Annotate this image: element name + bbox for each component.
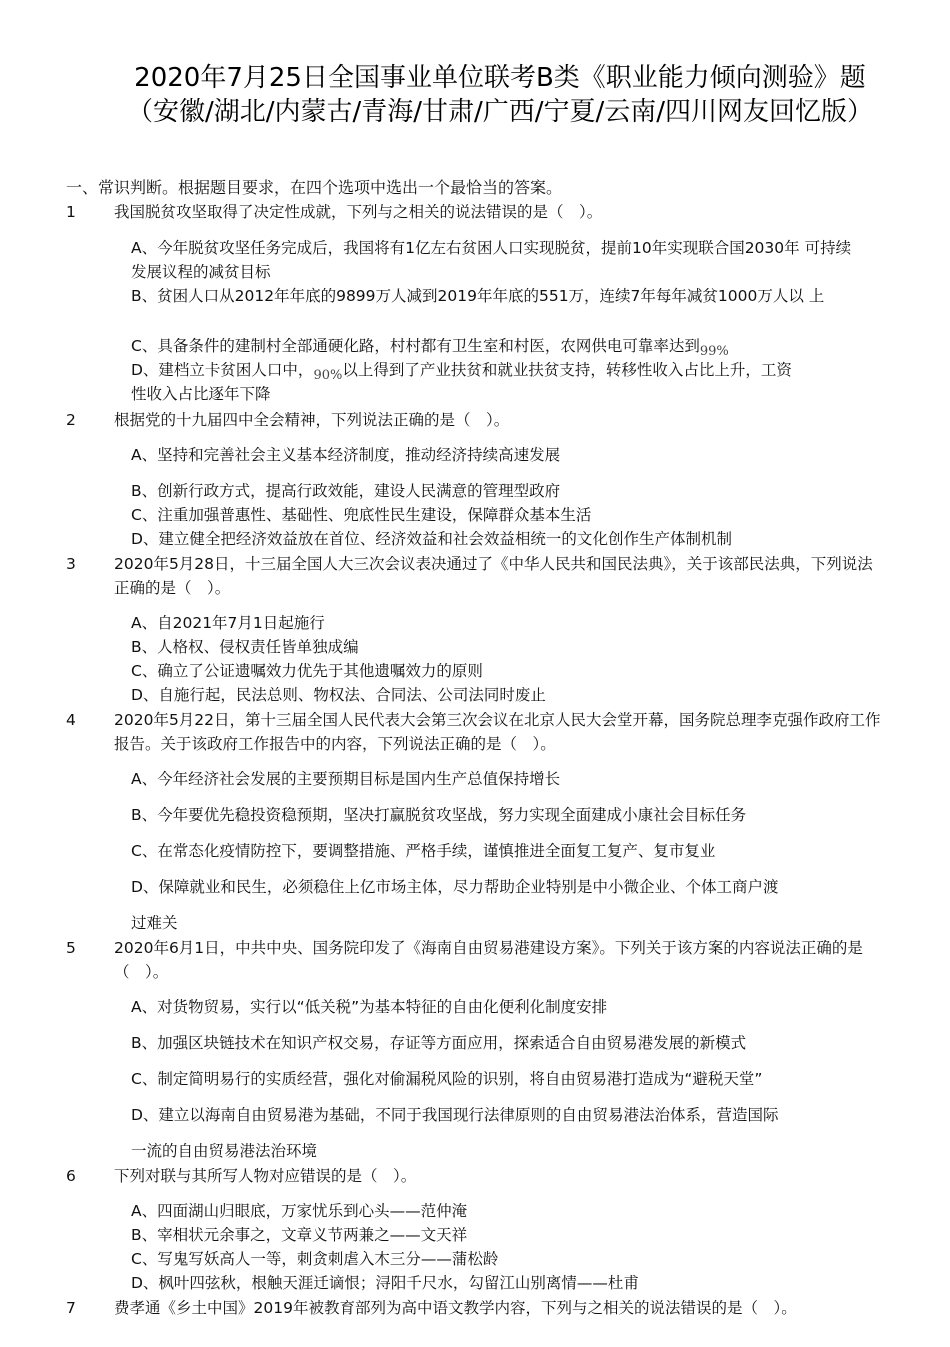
option-a: A、四面湖山归眼底，万家忧乐到心头——范仲淹 — [131, 1202, 468, 1220]
document-title-line1: 2020年7月25日全国事业单位联考B类《职业能力倾向测验》题 — [134, 63, 866, 93]
question-number: 3 — [66, 555, 76, 573]
option-b: B、人格权、侵权责任皆单独成编 — [131, 638, 359, 656]
question-stem: 费孝通《乡土中国》2019年被教育部列为高中语文教学内容，下列与之相关的说法错误的是（ ）。 — [114, 1299, 797, 1317]
option-d: D、建立以海南自由贸易港为基础，不同于我国现行法律原则的自由贸易港法治体系，营造国际 — [131, 1106, 779, 1124]
option-d: D、保障就业和民生，必须稳住上亿市场主体，尽力帮助企业特别是中小微企业、个体工商户渡 — [131, 878, 779, 896]
question-number: 7 — [66, 1299, 76, 1317]
document-title-line2: （安徽/湖北/内蒙古/青海/甘肃/广西/宁夏/云南/四川网友回忆版） — [126, 97, 874, 127]
option-c: C、在常态化疫情防控下，要调整措施、严格手续，谨慎推进全面复工复产、复市复业 — [131, 842, 716, 860]
question-stem: 2020年6月1日，中共中央、国务院印发了《海南自由贸易港建设方案》。下列关于该方案的内容说法正确的是（ ）。 — [114, 939, 863, 981]
option-c: C、确立了公证遗嘱效力优先于其他遗嘱效力的原则 — [131, 662, 483, 680]
question-stem: 2020年5月28日，十三届全国人大三次会议表决通过了《中华人民共和国民法典》，关于该部民法典，下列说法正确的是（ ）。 — [114, 555, 873, 597]
option-d-text-end: 以上得到了产业扶贫和就业扶贫支持，转移性收入占比上升，工资 — [342, 361, 792, 379]
question-stem: 我国脱贫攻坚取得了决定性成就，下列与之相关的说法错误的是（ ）。 — [114, 203, 603, 221]
option-c: C、写鬼写妖高人一等，刺贪刺虐入木三分——蒲松龄 — [131, 1250, 499, 1268]
question-number: 6 — [66, 1167, 76, 1185]
option-b: B、宰相状元余事之，文章义节两兼之——文天祥 — [131, 1226, 468, 1244]
option-b: B、今年要优先稳投资稳预期，坚决打赢脱贫攻坚战，努力实现全面建成小康社会目标任务 — [131, 806, 747, 824]
option-b: B、加强区块链技术在知识产权交易，存证等方面应用，探索适合自由贸易港发展的新模式 — [131, 1034, 747, 1052]
option-d-text-start: D、建档立卡贫困人口中， — [131, 361, 314, 379]
option-d: D、自施行起，民法总则、物权法、合同法、公司法同时废止 — [131, 686, 546, 704]
option-d: D、建立健全把经济效益放在首位、经济效益和社会效益相统一的文化创作生产体制机制 — [131, 530, 732, 548]
section-heading: 一、常识判断。根据题目要求，在四个选项中选出一个最恰当的答案。 — [66, 178, 563, 197]
question-stem: 下列对联与其所写人物对应错误的是（ ）。 — [114, 1167, 417, 1185]
option-c: C、注重加强普惠性、基础性、兜底性民生建设，保障群众基本生活 — [131, 506, 592, 524]
option-c-text: C、具备条件的建制村全部通硬化路，村村都有卫生室和村医，农网供电可靠率达到 — [131, 337, 700, 355]
option-d-continued: 过难关 — [131, 914, 178, 932]
percent-99: 99% — [699, 344, 729, 359]
question-number: 4 — [66, 711, 76, 729]
option-a: A、自2021年7月1日起施行 — [131, 614, 325, 632]
option-d: D、枫叶四弦秋，根触天涯迁谪恨；浔阳千尺水，勾留江山别离情——杜甫 — [131, 1274, 639, 1292]
question-number: 1 — [66, 203, 76, 221]
option-d-continued: 性收入占比逐年下降 — [131, 385, 271, 403]
option-d-continued: 一流的自由贸易港法治环境 — [131, 1142, 318, 1160]
option-b: B、创新行政方式，提高行政效能，建设人民满意的管理型政府 — [131, 482, 561, 500]
question-stem: 根据党的十九届四中全会精神，下列说法正确的是（ ）。 — [114, 411, 510, 429]
option-c: C、制定简明易行的实质经营，强化对偷漏税风险的识别，将自由贸易港打造成为“避税天堂” — [131, 1070, 763, 1088]
question-stem: 2020年5月22日，第十三届全国人民代表大会第三次会议在北京人民大会堂开幕，国务院总理李克强作政府工作报告。关于该政府工作报告中的内容，下列说法正确的是（ ）。 — [114, 711, 881, 753]
option-a: A、坚持和完善社会主义基本经济制度，推动经济持续高速发展 — [131, 446, 561, 464]
option-a: A、对货物贸易，实行以“低关税”为基本特征的自由化便利化制度安排 — [131, 998, 608, 1016]
question-number: 5 — [66, 939, 76, 957]
option-a: A、今年脱贫攻坚任务完成后，我国将有1亿左右贫困人口实现脱贫，提前10年实现联合国2030年 可持续发展议程的减贫目标 — [131, 239, 852, 281]
percent-90: 90% — [313, 368, 343, 383]
option-a: A、今年经济社会发展的主要预期目标是国内生产总值保持增长 — [131, 770, 561, 788]
option-b: B、贫困人口从2012年年底的9899万人减到2019年年底的551万，连续7年每年减贫1000万人以 上 — [131, 287, 825, 305]
question-number: 2 — [66, 411, 76, 429]
